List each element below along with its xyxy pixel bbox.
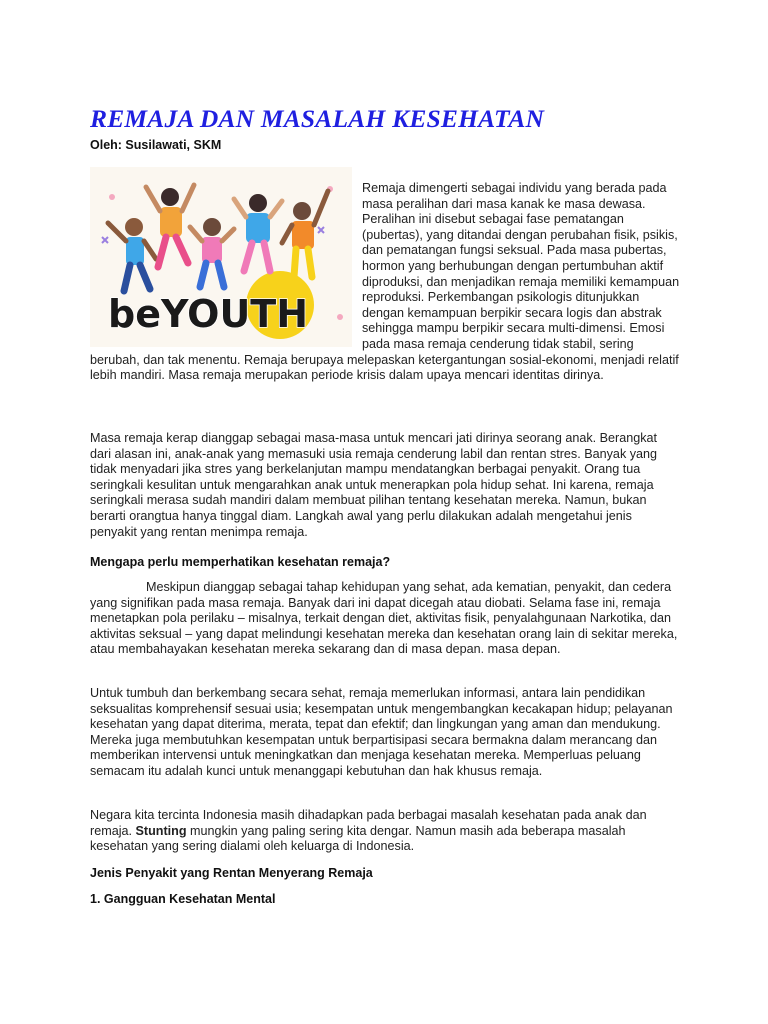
- paragraph-3: [90, 580, 680, 658]
- paragraph-3-block: [90, 580, 680, 658]
- paragraph-5-block: [90, 808, 680, 855]
- beyouth-text: beYOUTH: [108, 292, 309, 336]
- paragraph-5: [90, 808, 680, 855]
- heading-why: Mengapa perlu memperhatikan kesehatan remaja?: [90, 555, 391, 569]
- paragraph-2-block: [90, 431, 680, 540]
- heading-diseases-block: [90, 866, 680, 880]
- author-line: Oleh: Susilawati, SKM: [90, 138, 222, 152]
- heading-mental-health: 1. Gangguan Kesehatan Mental: [90, 892, 276, 906]
- stunting-term: Stunting: [135, 823, 187, 838]
- paragraph-4-block: [90, 686, 680, 780]
- document-title: REMAJA DAN MASALAH KESEHATAN: [90, 104, 545, 133]
- intro-section: [90, 181, 680, 384]
- heading-mental-block: [90, 892, 680, 906]
- heading-diseases: Jenis Penyakit yang Rentan Menyerang Remaja: [90, 866, 373, 880]
- paragraph-3-text: Meskipun dianggap sebagai tahap kehidupan yang sehat, ada kematian, penyakit, dan cedera yang signifikan pada masa remaja. Banyak dari ini dapat dicegah atau diobati. Selama fase ini, remaja menetapkan pola perilaku – misalnya, terkait dengan diet, aktivitas fisik, penyalahgunaan Narkotika, dan aktivitas seksual – yang dapat melindungi kesehatan mereka dan kesehatan orang lain di sekitar mereka, atau membahayakan kesehatan mereka sekarang dan di masa depan. masa depan.: [90, 580, 678, 657]
- paragraph-intro: Remaja dimengerti sebagai individu yang berada pada masa peralihan dari masa kanak ke masa dewasa. Peralihan ini disebut sebagai fase pematangan (pubertas), yang ditandai dengan perubahan fisik, psikis, dan pematangan fungsi seksual. Pada masa pubertas, hormon yang berhubungan dengan pertumbuhan aktif diproduksi, dan menjadikan remaja memiliki kemampuan reproduksi. Perkembangan psikologis ditunjukkan dengan kemampuan berpikir secara logis dan abstrak sehingga mampu berpikir secara multi-dimensi. Emosi pada masa remaja cenderung tidak stabil, sering berubah, dan tak menentu. Remaja berupaya melepaskan ketergantungan sosial-ekonomi, menjadi relatif lebih mandiri. Masa remaja merupakan periode krisis dalam upaya mencari identitas dirinya.: [90, 181, 680, 383]
- heading-why-block: [90, 555, 680, 569]
- paragraph-5-text-b: mungkin yang paling sering kita dengar. Namun masih ada beberapa masalah kesehatan yang sering dialami oleh keluarga di Indonesia.: [90, 823, 626, 854]
- paragraph-2: Masa remaja kerap dianggap sebagai masa-masa untuk mencari jati dirinya seorang anak. Berangkat dari alasan ini, anak-anak yang memasuki usia remaja cenderung labil dan rentan stres. Banyak yang tidak menyadari jika stres yang berkelanjutan mampu mendatangkan berbagai penyakit. Orang tua seringkali kesulitan untuk mengarahkan anak untuk menerapkan pola hidup sehat. Ini karena, remaja seringkali merasa sudah mandiri dalam membuat pilihan tentang kesehatan mereka. Namun, bukan berarti orangtua hanya tinggal diam. Langkah awal yang perlu dilakukan adalah mengetahui jenis penyakit yang rentan menimpa remaja.: [90, 431, 658, 539]
- paragraph-4: Untuk tumbuh dan berkembang secara sehat, remaja memerlukan informasi, antara lain pendidikan seksualitas komprehensif sesuai usia; kesempatan untuk mengembangkan kecakapan hidup; pelayanan kesehatan yang dapat diterima, merata, tepat dan efektif; dan lingkungan yang aman dan mendukung. Mereka juga membutuhkan kesempatan untuk berpartisipasi secara bermakna dalam merancang dan memberikan intervensi untuk meningkatkan dan menjaga kesehatan mereka. Memperluas peluang semacam itu adalah kunci untuk menanggapi kebutuhan dan hak khusus remaja.: [90, 686, 673, 778]
- paragraph-5-text-a: Negara kita tercinta Indonesia masih dihadapkan pada berbagai masalah kesehatan pada anak dan remaja.: [90, 808, 647, 838]
- beyouth-illustration: [90, 167, 352, 347]
